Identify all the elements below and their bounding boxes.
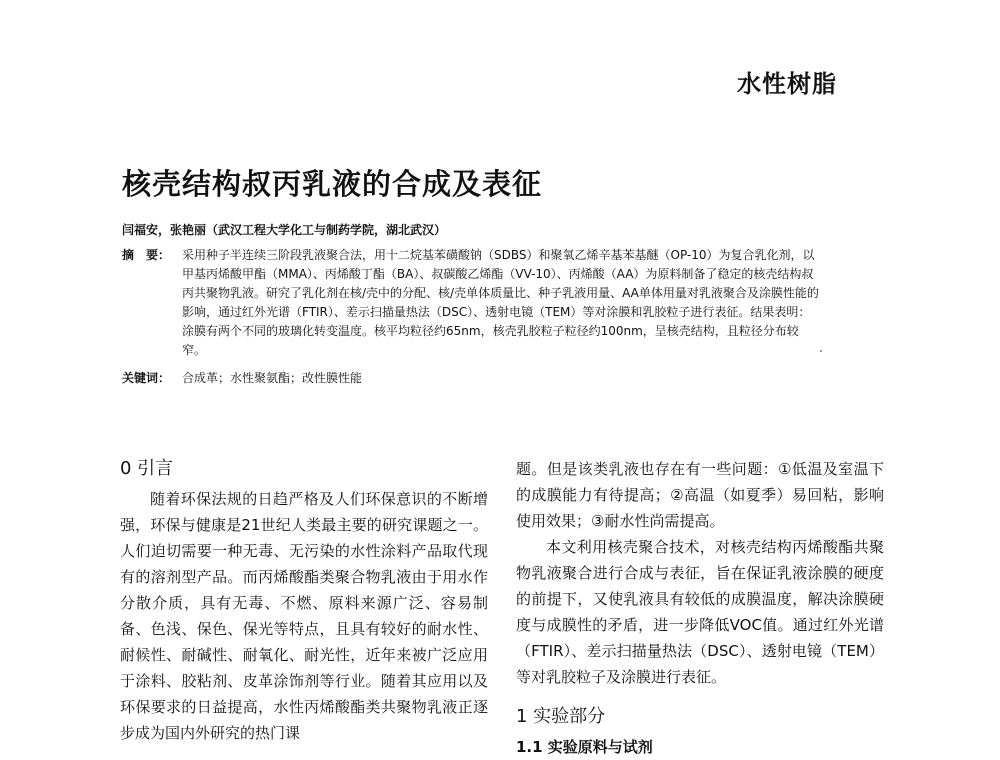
- journal-section-label: 水性树脂: [737, 70, 837, 98]
- right-column: [516, 456, 884, 760]
- keywords-text: 合成革；水性聚氨酯；改性膜性能: [182, 371, 363, 385]
- materials-subheading: 1.1 实验原料与试剂: [516, 738, 653, 756]
- intro-paragraph: 随着环保法规的日趋严格及人们环保意识的不断增强，环保与健康是21世纪人类最主要的研究课题之一。人们迫切需要一种无毒、无污染的水性涂料产品取代现有的溶剂型产品。而丙烯酸酯类聚合物乳液由于用水作分散介质，具有无毒、不燃、原料来源广泛、容易制备、色浅、保色、保光等特点，且具有较好的耐水性、耐候性、耐碱性、耐氧化、耐光性，近年来被广泛应用于涂料、胶粘剂、皮革涂饰剂等行业。随着其应用以及环保要求的日益提高，水性丙烯酸酯类共聚物乳液正逐步成为国内外研究的热门课: [120, 490, 488, 742]
- intro-heading: 0 引言: [120, 458, 174, 479]
- paper-title: 核壳结构叔丙乳液的合成及表征: [122, 167, 543, 201]
- paper-authors: 闫福安，张艳丽（武汉工程大学化工与制药学院，湖北武汉）: [122, 223, 447, 237]
- experimental-heading: 1 实验部分: [516, 706, 606, 727]
- intro-paragraph-continued: 题。但是该类乳液也存在有一些问题：①低温及室温下的成膜能力有待提高；②高温（如夏季）易回粘，影响使用效果；③耐水性尚需提高。: [516, 460, 884, 530]
- keywords-label: 关键词：: [122, 371, 171, 385]
- scan-speck: [820, 350, 822, 352]
- abstract-label: 摘 要：: [122, 248, 171, 262]
- approach-paragraph: 本文利用核壳聚合技术，对核壳结构丙烯酸酯共聚物乳液聚合进行合成与表征，旨在保证乳液涂膜的硬度的前提下，又使乳液具有较低的成膜温度，解决涂膜硬度与成膜性的矛盾，进一步降低VOC值。通过红外光谱（FTIR）、差示扫描量热法（DSC）、透射电镜（TEM）等对乳胶粒子及涂膜进行表征。: [516, 538, 884, 686]
- left-column: [120, 456, 488, 746]
- abstract-text: 采用种子半连续三阶段乳液聚合法，用十二烷基苯磺酸钠（SDBS）和聚氧乙烯辛基苯基醚（OP-10）为复合乳化剂，以甲基丙烯酸甲酯（MMA）、丙烯酸丁酯（BA）、叔碳酸乙烯酯（VV-10）、丙烯酸（AA）为原料制备了稳定的核壳结构叔丙共聚物乳液。研究了乳化剂在核/壳中的分配、核/壳单体质量比、种子乳液用量、AA单体用量对乳液聚合及涂膜性能的影响，通过红外光谱（FTIR）、差示扫描量热法（DSC）、透射电镜（TEM）等对涂膜和乳胶粒子进行表征。结果表明：涂膜有两个不同的玻璃化转变温度。核平均粒径约65nm，核壳乳胶粒子粒径约100nm，呈核壳结构，且粒径分布较窄。: [182, 248, 819, 357]
